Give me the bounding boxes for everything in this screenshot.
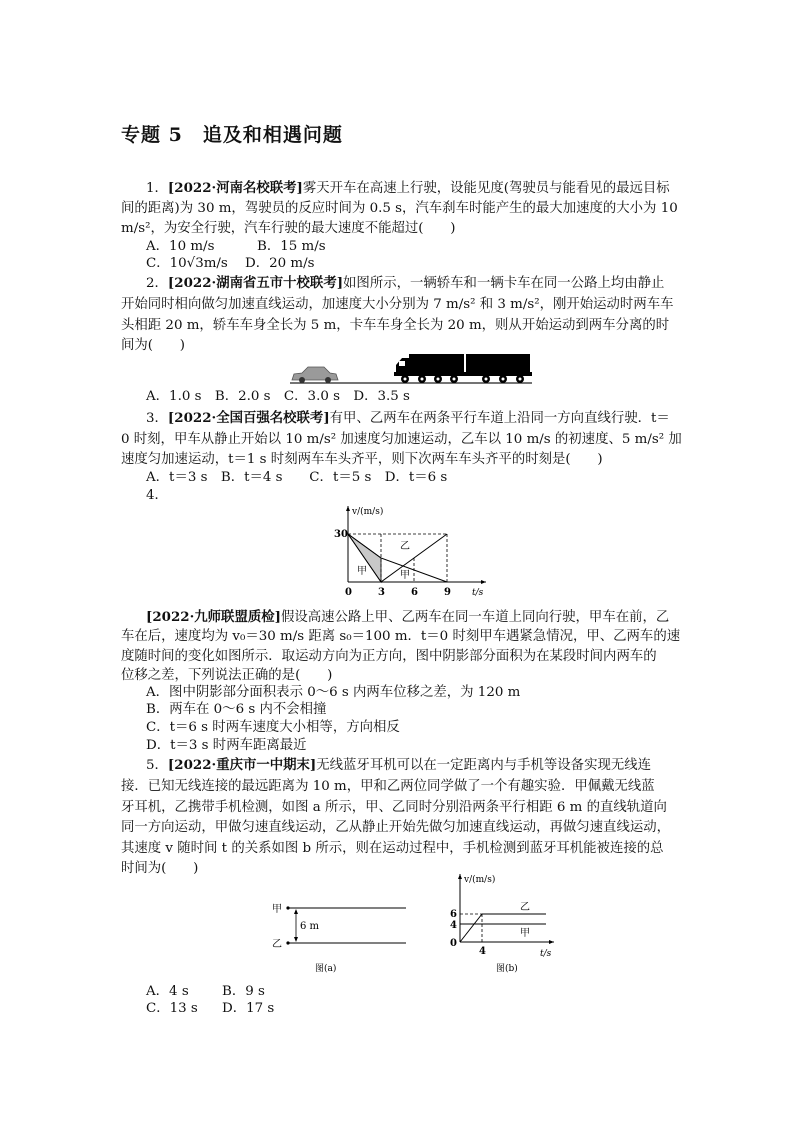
y-tick-0: 0 [450, 938, 457, 949]
q1-line2: 间的距离)为 30 m，驾驶员的反应时间为 0.5 s，汽车刹车时能产生的最大加速度的大小为 10 [121, 201, 678, 216]
page-title: 专题 5 追及和相遇问题 [121, 124, 343, 146]
q4-option-c: C．t＝6 s 时两车速度大小相等，方向相反 [146, 720, 400, 735]
q5-option-d: D．17 s [222, 1001, 275, 1016]
q2-line4: 间为( ) [121, 338, 186, 353]
q3-line3: 速度匀加速运动，t＝1 s 时刻两车车头齐平，则下次两车车头齐平的时刻是( ) [121, 452, 603, 467]
point-yi [286, 941, 289, 944]
q1-option-a: A．10 m/s [146, 239, 215, 254]
label-6m: 6 m [300, 921, 320, 932]
label-jia: 甲 [272, 904, 282, 915]
distance-arrow-bottom [294, 937, 298, 942]
q5-option-c: C．13 s [146, 1001, 198, 1016]
label-yi: 乙 [400, 541, 410, 552]
q4-option-d: D．t＝3 s 时两车距离最近 [146, 738, 307, 753]
q4-line3: 度随时间的变化如图所示．取运动方向为正方向，图中阴影部分面积为在某段时间内两车的 [121, 649, 657, 664]
q2-source: [2022·湖南省五市十校联考] [167, 275, 344, 291]
q5-line6: 时间为( ) [121, 861, 199, 876]
q3-line1 [146, 409, 670, 428]
truck-icon [394, 354, 532, 383]
car-truck-figure [288, 352, 534, 386]
caption-a: 图(a) [315, 964, 337, 974]
x-tick-4: 4 [479, 946, 486, 957]
line-yi-accel [460, 914, 482, 942]
q3-number: 3． [146, 411, 168, 426]
q1-source: [2022·河南名校联考] [167, 180, 303, 196]
q2-line2: 开始同时相向做匀加速直线运动，加速度大小分别为 7 m/s² 和 3 m/s²，刚开始运动时两车车 [121, 297, 674, 312]
q1-option-d: D．20 m/s [245, 256, 315, 271]
q1-number: 1． [146, 181, 168, 196]
ylabel: v/(m/s) [352, 507, 384, 517]
q5-line5: 其速度 v 随时间 t 的关系如图 b 所示，则在运动过程中，手机检测到蓝牙耳机能被连接的总 [121, 841, 664, 856]
label-yi: 乙 [272, 939, 282, 950]
q1-text1: 雾天开车在高速上行驶，设能见度(驾驶员与能看见的最远目标 [302, 181, 670, 196]
label-jia-mid: 甲 [400, 570, 410, 581]
q2-options: A．1.0 s B．2.0 s C．3.0 s D．3.5 s [146, 389, 410, 404]
x-tick-6: 6 [411, 587, 418, 598]
q2-line3: 头相距 20 m，轿车车身全长为 5 m，卡车车身全长为 20 m，则从开始运动到两车分离的时 [121, 318, 670, 333]
q5-source: [2022·重庆市一中期末] [167, 757, 317, 773]
q3-options: A．t＝3 s B．t＝4 s C．t＝5 s D．t＝6 s [146, 470, 448, 485]
x-axis-arrow [549, 940, 554, 944]
xlabel: t/s [472, 588, 484, 598]
label-jia-left: 甲 [357, 566, 367, 577]
x-axis-arrow [481, 580, 486, 584]
y-axis-arrow [346, 506, 350, 511]
q4-source: [2022·九师联盟质检] [146, 609, 281, 625]
x-tick-9: 9 [444, 587, 451, 598]
q4-number: 4． [146, 488, 168, 503]
q3-text1: 有甲、乙两车在两条平行车道上沿同一方向直线行驶．t＝ [329, 411, 670, 426]
q5-line1 [146, 756, 651, 775]
q5-figure-b [448, 870, 558, 976]
q4-option-a: A．图中阴影部分面积表示 0～6 s 内两车位移之差，为 120 m [146, 685, 521, 700]
q1-option-c: C．10√3m/s [146, 256, 228, 271]
caption-b: 图(b) [496, 964, 518, 974]
q5-text1: 无线蓝牙耳机可以在一定距离内与手机等设备实现无线连 [316, 758, 652, 773]
y-axis-arrow [458, 874, 462, 879]
q2-text1: 如图所示，一辆轿车和一辆卡车在同一公路上均由静止 [343, 276, 665, 291]
q1-option-b: B．15 m/s [257, 239, 326, 254]
xlabel: t/s [540, 949, 552, 959]
q1-line1 [146, 179, 670, 198]
y-tick-6: 6 [450, 909, 457, 920]
y-tick-4: 4 [450, 920, 457, 931]
y-tick-30: 30 [334, 529, 348, 540]
q5-line4: 同一方向运动，甲做匀速直线运动，乙从静止开始先做匀加速直线运动，再做匀速直线运动， [121, 820, 671, 835]
car-icon [292, 367, 338, 383]
q5-option-a: A．4 s [146, 984, 189, 999]
label-yi: 乙 [520, 902, 530, 913]
label-jia: 甲 [520, 928, 530, 939]
point-jia [286, 906, 289, 909]
q4-vt-graph [330, 502, 490, 602]
q5-number: 5． [146, 758, 168, 773]
ylabel: v/(m/s) [464, 875, 496, 885]
q3-source: [2022·全国百强名校联考] [167, 410, 330, 426]
q4-text1: 假设高速公路上甲、乙两车在同一车道上同向行驶，甲车在前，乙 [280, 610, 670, 625]
x-tick-0: 0 [345, 587, 352, 598]
q4-option-b: B．两车在 0～6 s 内不会相撞 [146, 702, 327, 717]
q1-line3: m/s²，为安全行驶，汽车行驶的最大速度不能超过( ) [121, 221, 456, 236]
q5-line2: 接．已知无线连接的最远距离为 10 m，甲和乙两位同学做了一个有趣实验．甲佩戴无线蓝 [121, 779, 655, 794]
q4-line2: 车在后，速度均为 v₀＝30 m/s 距离 s₀＝100 m．t＝0 时刻甲车遇紧急情况，甲、乙两车的速 [121, 629, 681, 644]
q4-line1 [146, 608, 669, 627]
q5-option-b: B．9 s [222, 984, 265, 999]
q3-line2: 0 时刻，甲车从静止开始以 10 m/s² 加速度匀加速运动，乙车以 10 m/s 的初速度、5 m/s² 加 [121, 432, 682, 447]
q2-number: 2． [146, 276, 168, 291]
x-tick-3: 3 [378, 587, 385, 598]
q4-line4: 位移之差，下列说法正确的是( ) [121, 668, 333, 683]
q5-line3: 牙耳机，乙携带手机检测，如图 a 所示，甲、乙同时分别沿两条平行相距 6 m 的直线轨道向 [121, 800, 667, 815]
distance-arrow-top [294, 909, 298, 914]
q2-line1 [146, 274, 664, 293]
q5-figure-a [268, 898, 408, 978]
